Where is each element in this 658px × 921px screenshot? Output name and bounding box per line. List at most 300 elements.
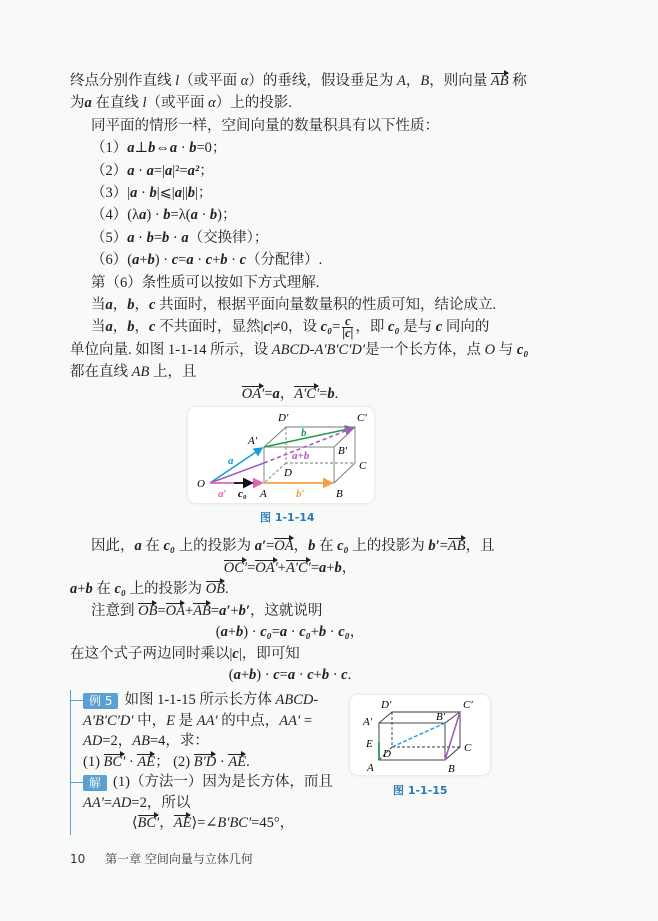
text: （或平面 (146, 95, 209, 112)
text: ， (112, 319, 128, 336)
text: |²= (172, 162, 188, 179)
vector-symbol: b (149, 184, 157, 201)
example-text (71, 690, 343, 834)
cuboid-diagram (350, 695, 490, 775)
text: |⩽| (156, 184, 175, 201)
math-italic: ABCD-A′B′C′D′ (271, 341, 366, 358)
text: + (139, 252, 148, 269)
text-line (71, 731, 343, 752)
vector-symbol: a′ (254, 538, 267, 554)
text: ， (112, 296, 128, 313)
text-line (70, 314, 510, 341)
vector-symbol: a (169, 140, 178, 157)
text-line (70, 227, 510, 249)
paragraph-block-1 (70, 70, 529, 406)
text: · (177, 140, 190, 157)
text: = (300, 712, 312, 729)
text: . (225, 581, 229, 597)
text: ，则向量 (429, 73, 491, 89)
text: . (334, 386, 339, 403)
text: |≠0，设 (269, 319, 321, 336)
text: ，即 (355, 319, 389, 336)
text: 同平面的情形一样，空间向量的数量积具有以下性质： (91, 117, 439, 134)
label-D: D (383, 748, 391, 760)
math-italic: l (142, 95, 147, 112)
text: ， (405, 73, 421, 89)
text: 不共面时，显然| (155, 319, 264, 336)
label-B: B (448, 763, 455, 775)
text-line (71, 690, 343, 711)
text-line (70, 339, 529, 361)
vector-symbol: b (249, 667, 257, 683)
text: 如图 1-1-15 所示长方体 (124, 692, 276, 708)
vector-symbol: b (163, 207, 171, 224)
text-line (70, 383, 510, 405)
text: = (319, 386, 328, 403)
text-line (70, 204, 510, 226)
vector-symbol: a′ (219, 602, 231, 619)
text: =4，求： (150, 733, 209, 749)
vector-symbol: c (205, 252, 213, 269)
text: ⟩=∠ (191, 815, 218, 831)
text: （2） (91, 162, 128, 179)
math-italic: α (240, 73, 249, 89)
vector-symbol: b (327, 386, 335, 403)
text: 当 (91, 296, 106, 313)
vector-symbol: c (171, 252, 179, 269)
text: 当 (91, 319, 106, 336)
text: ， (341, 559, 357, 576)
text: ； (2) (155, 753, 194, 770)
label-O: O (197, 478, 205, 490)
vector-arrow: OC′ (223, 559, 248, 576)
text: （分配律）. (246, 252, 323, 269)
text: 的中点， (217, 712, 280, 729)
vector-symbol: a (127, 140, 135, 157)
text: （或平面 (179, 73, 241, 89)
text: · (326, 624, 339, 640)
label-C: C (359, 460, 367, 472)
vector-arrow: AB (447, 538, 466, 554)
vector-arrow: AE (228, 753, 247, 770)
vector-arrow: OA (165, 602, 185, 619)
text: · (125, 753, 138, 770)
vector-arrow: OA′ (241, 386, 265, 403)
vector-symbol: a (181, 229, 189, 246)
math-italic: AA′ (83, 794, 104, 811)
text: 是与 (399, 319, 436, 336)
vector-arrow: BC′ (103, 753, 126, 770)
text: 为 (70, 95, 85, 112)
text: = (439, 538, 448, 554)
text: 上，且 (149, 364, 197, 381)
text: ) · (154, 252, 172, 269)
text: · (329, 667, 342, 683)
vector-symbol: b (147, 252, 155, 269)
vector-symbol: b (334, 559, 342, 576)
text: )； (217, 207, 237, 224)
vector-symbol: a (105, 319, 113, 336)
label-C-prime: C′ (463, 699, 473, 711)
vector-symbol: c (435, 319, 443, 336)
vector-symbol: a (127, 229, 135, 246)
label-A: A (260, 488, 267, 500)
figure-1-1-15 (350, 695, 490, 775)
text: + (212, 252, 221, 269)
text: + (326, 559, 335, 576)
text: 上的投影为 (348, 538, 429, 554)
text: = (210, 602, 220, 619)
text-line (71, 772, 343, 793)
page-number: 10 (70, 852, 86, 866)
label-D: D (284, 467, 292, 479)
text: 注意到 (91, 602, 139, 619)
vector-symbol: a (186, 252, 194, 269)
vector-arrow: OA′ (255, 559, 278, 576)
text: = (279, 667, 288, 683)
math-italic: AA′ (196, 712, 218, 729)
text: ）的垂线，假设垂足为 (248, 73, 398, 89)
label-b-prime: b′ (296, 488, 305, 500)
label-C-prime: C′ (357, 412, 367, 424)
text: + (230, 602, 239, 619)
vector-symbol: b (209, 207, 218, 224)
text: 是 (175, 712, 197, 729)
text: = (264, 386, 273, 403)
text: ⊥ (134, 140, 149, 157)
text: ， (134, 296, 149, 313)
math-italic: E (166, 712, 176, 729)
text: |； (195, 184, 213, 201)
text: =2，所以 (131, 794, 191, 811)
text: + (277, 559, 286, 576)
math-italic: B′BC′ (217, 815, 252, 831)
text: ， (293, 538, 309, 554)
text-line (70, 160, 510, 182)
text: 与 (495, 341, 517, 358)
text: 因此， (91, 538, 135, 554)
text: 在 (92, 581, 115, 597)
vector-arrow: A′C′ (294, 386, 320, 403)
text-line (70, 644, 510, 666)
label-C: C (464, 742, 472, 754)
vector-symbol: c₀ (337, 538, 349, 554)
text: · (169, 229, 182, 246)
text: 在 (315, 538, 338, 554)
vector-symbol: a (190, 207, 198, 224)
text: （3）| (91, 184, 131, 201)
text: = (310, 559, 320, 576)
vector-symbol: c₀ (114, 581, 126, 597)
vector-symbol: b (321, 667, 330, 683)
text-line (71, 711, 343, 732)
text-line (70, 249, 510, 271)
text: ）上的投影. (215, 95, 292, 112)
text-line (70, 601, 510, 623)
vector-symbol: a (105, 296, 113, 313)
figure-caption-2: 图 1-1-15 (393, 784, 448, 797)
label-B-prime: B′ (338, 445, 348, 457)
vector-symbol: c (341, 667, 348, 683)
text-line (71, 793, 343, 814)
vector-symbol: b (189, 140, 197, 157)
text-line (70, 137, 510, 159)
text: |，即可知 (238, 645, 300, 662)
vector-symbol: c₀ (516, 341, 529, 358)
vector-symbol: c (239, 252, 247, 269)
vector-arrow: BC′ (137, 815, 160, 831)
label-B: B (336, 488, 343, 500)
text: （1） (91, 140, 128, 157)
text: + (227, 624, 237, 640)
vector-symbol: c (149, 319, 156, 336)
math-italic: l (175, 73, 180, 89)
vector-a (210, 448, 262, 483)
vector-symbol: a (319, 559, 327, 576)
vector-symbol: a (84, 95, 92, 112)
text: 同向的 (442, 319, 490, 336)
vector-symbol: b (127, 319, 135, 336)
cuboid-vector-diagram (188, 407, 374, 503)
vector-symbol: c (263, 319, 270, 336)
text: =45°， (251, 815, 295, 831)
vector-symbol: b (236, 624, 244, 640)
text: ； (199, 162, 214, 179)
vector-symbol: c₀ (299, 624, 311, 640)
label-tag: 解 (83, 775, 107, 791)
figure-1-1-14 (188, 407, 374, 503)
text: ，这就说明 (249, 602, 323, 619)
math-italic: AA′ (279, 712, 301, 729)
text: ( (228, 667, 234, 683)
vector-arrow: AE (137, 753, 156, 770)
text: = (271, 624, 280, 640)
vector-symbol: b (318, 624, 327, 640)
fraction (342, 316, 353, 339)
text: + (310, 624, 319, 640)
label-tag: 例 5 (83, 693, 118, 709)
vector-symbol: a (134, 538, 142, 554)
vector-symbol: b (127, 296, 135, 313)
solution-tick (71, 782, 83, 783)
label-A-prime: A′ (363, 716, 373, 728)
vector-symbol: b (85, 581, 93, 597)
text-line (70, 536, 510, 558)
label-D-prime: D′ (278, 412, 289, 424)
text: 共面时，根据平面向量数量积的性质可知，结论成立. (155, 296, 497, 313)
text: = (332, 319, 341, 336)
vector-arrow: OB (138, 602, 158, 619)
label-A: A (367, 762, 374, 774)
label-b: b (301, 427, 307, 439)
vector-symbol: c (149, 296, 156, 313)
vector-symbol: a (132, 252, 140, 269)
label-a-plus-b: a+b (292, 450, 310, 462)
label-B-prime: B′ (436, 711, 446, 723)
fraction-numerator: c (342, 316, 353, 328)
vector-arrow: B′D (193, 753, 217, 770)
text: =λ( (170, 207, 191, 224)
text: ( (215, 624, 221, 640)
text: （4）(λ (91, 207, 140, 224)
paragraph-block-2 (70, 536, 510, 687)
text: ， (134, 319, 149, 336)
chapter-title: 第一章 空间向量与立体几何 (105, 852, 253, 866)
text: （5） (91, 229, 128, 246)
text: ) · (146, 207, 164, 224)
text: ， (349, 624, 365, 640)
text: · (216, 753, 229, 770)
text: ⇔ (155, 140, 170, 157)
text-line (70, 272, 510, 294)
text: + (313, 667, 322, 683)
text-line (70, 579, 510, 601)
vector-arrow: AE (173, 815, 192, 831)
page-footer (70, 851, 269, 867)
text: · (287, 624, 300, 640)
text: ，且 (465, 538, 495, 554)
vector-symbol: a (233, 667, 241, 683)
text-line (70, 115, 510, 137)
vector-symbol: c₀ (388, 319, 400, 336)
vector-symbol: c₀ (163, 538, 175, 554)
text-line (70, 92, 510, 114)
label-D-prime: D′ (381, 699, 392, 711)
vector-symbol: c (232, 645, 239, 662)
text: 称 (508, 73, 527, 89)
figure-caption: 图 1-1-14 (260, 511, 315, 524)
text: （交换律）； (188, 229, 269, 246)
text: =| (153, 162, 165, 179)
vector-symbol: a (272, 386, 280, 403)
vector-symbol: c₀ (338, 624, 350, 640)
text: 在 (141, 538, 164, 554)
math-italic: AB (132, 733, 150, 749)
text: 都在直线 (70, 364, 132, 381)
text: . (347, 667, 352, 683)
vector-symbol: c₀ (320, 319, 333, 336)
text: = (103, 794, 113, 811)
math-italic: AD (112, 794, 132, 811)
text: = (153, 229, 163, 246)
math-italic: B (420, 73, 430, 89)
text-line (70, 70, 527, 92)
text: ， (159, 815, 174, 831)
math-italic: AB (131, 364, 150, 381)
vector-symbol: a (164, 162, 173, 179)
text-line (71, 813, 343, 834)
vector-arrow: OB (205, 581, 226, 597)
vector-symbol: a (139, 207, 147, 224)
text: · (193, 252, 206, 269)
vector-arrow: AB (490, 73, 509, 89)
text: . (246, 753, 250, 770)
text: · (134, 162, 147, 179)
text: (1)（方法一）因为是长方体，而且 (113, 774, 333, 790)
vector-symbol: a² (187, 162, 200, 179)
example-5 (70, 690, 343, 835)
vector-symbol: c (307, 667, 314, 683)
vector-symbol: b (187, 184, 196, 201)
segment-B-prime-D (392, 723, 445, 747)
vector-symbol: a (220, 624, 228, 640)
text-line (70, 665, 510, 687)
text: =2， (102, 733, 133, 749)
vector-symbol: b (308, 538, 316, 554)
vector-symbol: a (146, 162, 154, 179)
text: + (77, 581, 86, 597)
vector-symbol: b′ (428, 538, 440, 554)
vector-symbol: b (148, 140, 156, 157)
text: 上的投影为 (175, 538, 255, 554)
text: · (295, 667, 308, 683)
vector-symbol: c₀ (260, 624, 272, 640)
text: ) · (256, 667, 274, 683)
text: 上的投影为 (125, 581, 206, 597)
vector-a-plus-b-solid (210, 463, 264, 483)
example-tick (71, 700, 83, 701)
text-line (70, 182, 510, 204)
text: + (240, 667, 250, 683)
vector-symbol: a (279, 624, 288, 640)
math-italic: ABCD- (275, 692, 319, 708)
vector-arrow: AB (193, 602, 211, 619)
text: 在这个式子两边同时乘以| (70, 645, 233, 662)
text: ) · (243, 624, 261, 640)
vector-arrow: A′C′ (285, 559, 311, 576)
vector-symbol: a (174, 184, 182, 201)
text: 在直线 (91, 95, 143, 112)
math-italic: A (397, 73, 406, 89)
math-italic: O (484, 341, 496, 358)
text: =0； (196, 140, 227, 157)
vector-symbol: a (127, 162, 135, 179)
vector-symbol: b (220, 252, 228, 269)
text: = (266, 538, 275, 554)
text: || (181, 184, 188, 201)
text: = (157, 602, 166, 619)
vector-symbol: b (146, 229, 154, 246)
text-line (70, 361, 510, 383)
text: (1) (83, 753, 104, 770)
text: = (178, 252, 187, 269)
text: 中， (133, 712, 167, 729)
math-italic: A′B′C′D′ (83, 712, 134, 729)
label-c0: c₀ (238, 488, 247, 500)
text: ， (279, 386, 295, 403)
vector-arrow: OA (274, 538, 294, 554)
text: + (185, 602, 194, 619)
text: · (137, 184, 150, 201)
label-A-prime: A′ (248, 435, 258, 447)
text: · (197, 207, 210, 224)
fraction-denominator: |c| (342, 326, 354, 341)
label-E: E (366, 738, 373, 750)
text-line (71, 752, 343, 773)
text: · (227, 252, 240, 269)
label-a: a (228, 455, 234, 467)
vector-symbol: a (130, 184, 138, 201)
vector-symbol: b (162, 229, 170, 246)
text-line (70, 622, 510, 644)
text: （6）( (91, 252, 133, 269)
text: ⟨ (131, 815, 138, 831)
vector-symbol: a (70, 581, 78, 597)
math-italic: α (208, 95, 216, 112)
text: 是一个长方体，点 (365, 341, 485, 358)
math-italic: AD (83, 733, 103, 749)
vector-symbol: a (287, 667, 296, 683)
